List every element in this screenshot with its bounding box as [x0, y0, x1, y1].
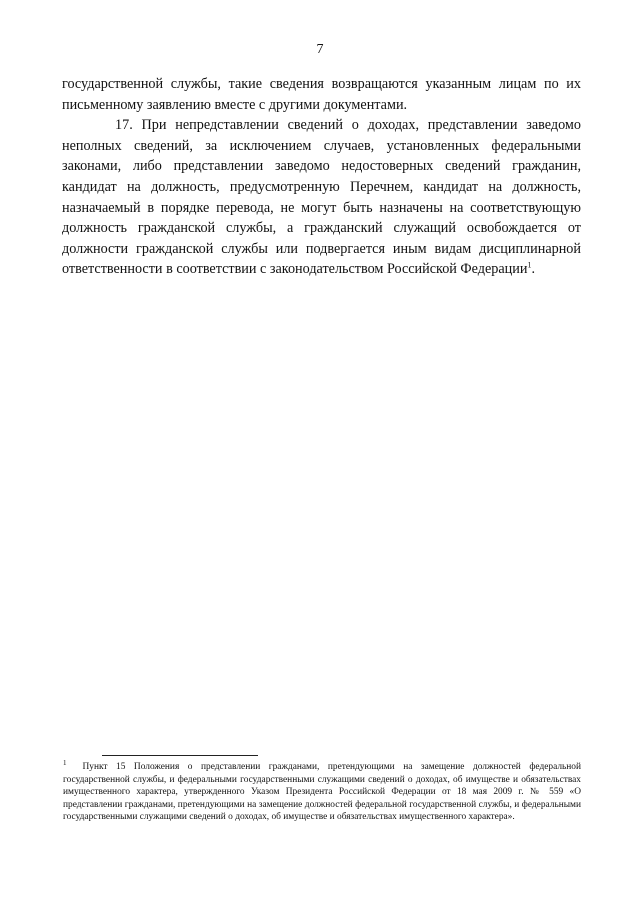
paragraph-17 [62, 115, 581, 280]
footnote-mark: 1 [63, 758, 67, 767]
page-number: 7 [316, 42, 324, 57]
paragraph-continued: государственной службы, такие сведения возвращаются указанным лицам по их письменному заявлению вместе с другими документами. [62, 76, 581, 113]
paragraph-17-text: 17. При непредставлении сведений о доходах, представлении заведомо неполных сведений, за исключением случаев, установленных федеральными законами, либо представлении заведомо недостоверных сведений гражданин, кандидат на должность, предусмотренную Перечнем, кандидат на должность, назначаемый в порядке перевода, не могут быть назначены на соответствующую должность гражданской службы, а гражданский служащий освобождается от должности гражданской службы или подвергается иным видам дисциплинарной ответственности в соответствии с законодательством Российской Федерации [62, 117, 581, 278]
paragraph-17-end: . [531, 261, 535, 278]
footnote-separator [102, 755, 258, 756]
footnote [63, 758, 581, 824]
footnote-paragraph [63, 758, 581, 824]
footnote-reference: 1 [527, 260, 532, 270]
footnote-text: Пункт 15 Положения о представлении гражданами, претендующими на замещение должностей федеральной государственной службы, и федеральными государственными служащими сведений о доходах, об имуществе и обязательствах имущественного характера, утвержденного Указом Президента Российской Федерации от 18 мая 2009 г. № 559 «О представлении гражданами, претендующими на замещение должностей федеральной государственной службы, и федеральными государственными служащими сведений о доходах, об имуществе и обязательствах имущественного характера». [63, 762, 581, 823]
main-text [62, 74, 581, 280]
